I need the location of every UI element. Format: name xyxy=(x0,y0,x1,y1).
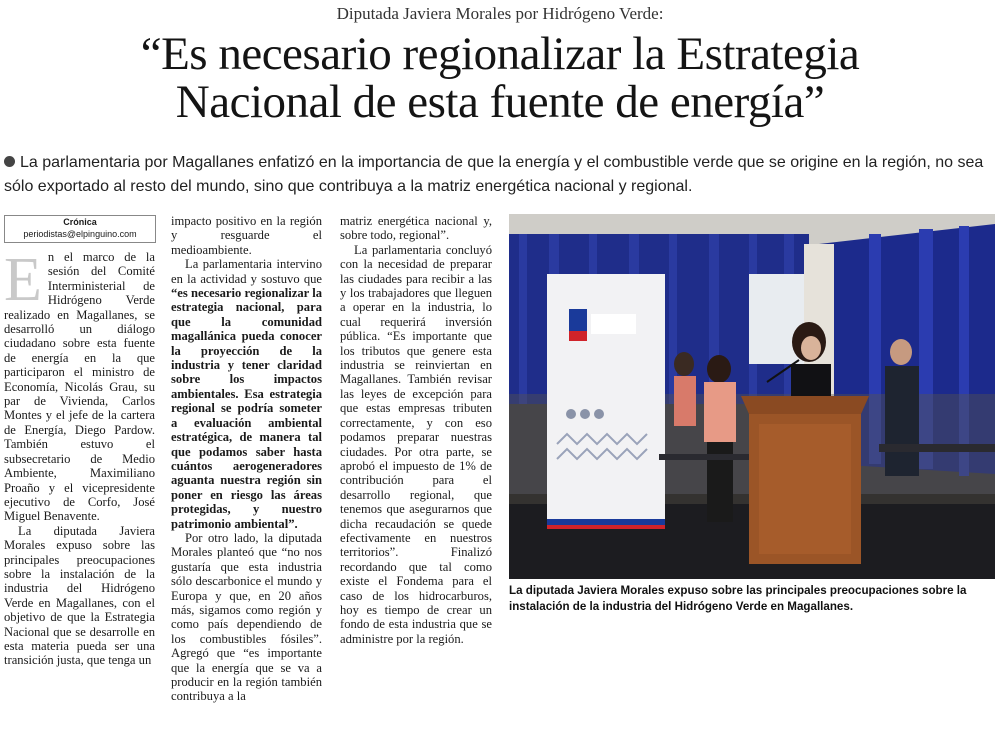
byline-box xyxy=(4,215,156,243)
deck xyxy=(4,151,996,199)
byline-email[interactable]: periodistas@elpinguino.com xyxy=(23,229,137,239)
paragraph: impacto positivo en la región y resguarde el medioambiente. xyxy=(171,214,322,257)
article-column-1 xyxy=(4,246,155,668)
photo-credit: CEDIDA xyxy=(510,712,517,739)
headline xyxy=(0,30,1000,126)
photo-caption: La diputada Javiera Morales expuso sobre las principales preocupaciones sobre la instalación de la industria del Hidrógeno Verde en Magallanes. xyxy=(509,584,967,613)
deck-text: La parlamentaria por Magallanes enfatizó en la importancia de que la energía y el combustible verde que se origine en la región, no sea sólo exportado al resto del mundo, sino que contribuya a la matriz energética nacional y regional. xyxy=(4,154,984,195)
paragraph: La parlamentaria intervino en la actividad y sostuvo que “es necesario regionalizar la estrategia nacional, para que la comunidad magallánica pueda conocer la proyección de la industria y tener claridad sobre los impactos ambientales. Esa estrategia regional se podría someter a evaluación ambiental estratégica, de manera tal que podamos saber hasta cuántos aerogeneradores aguanta nuestra región sin poner en riesgo las áreas protegidas, y nuestro patrimonio ambiental”. xyxy=(171,257,322,531)
paragraph: La diputada Javiera Morales expuso sobre las principales preocupaciones sobre la instalación de la industria del Hidrógeno Verde en Magallanes, con el objetivo de que la Estrategia Nacional que se desarrolle en esta materia pueda ser una transición justa, que tenga un xyxy=(4,523,155,668)
headline-line-2: Nacional de esta fuente de energía” xyxy=(175,76,825,128)
bullet-icon xyxy=(4,156,15,167)
paragraph: Por otro lado, la diputada Morales planteó que “no nos gustaría que esta industria sólo descarbonice el mundo y Europa y que, en 20 años más, sigamos como región y como país dependiendo de los combustibles fósiles”. Agregó que “es importante que la energía que se va a producir en la región también contribuya a la xyxy=(171,530,322,704)
kicker: Diputada Javiera Morales por Hidrógeno Verde: xyxy=(336,4,664,23)
paragraph: La parlamentaria concluyó con la necesidad de preparar las ciudades para recibir a las y los trabajadores que lleguen a operar en la industria, lo cual requerirá inversión pública. “Es importante que los tributos que genere esta industria se reinviertan en Magallanes. También revisar las leyes de excepción para que estas empresas tributen correctamente, y con eso podamos preparar nuestras ciudades. Por otra parte, se aprobó el impuesto de 1% de contribución para el desarrollo regional, que tenemos que asegurarnos que dicha recaudación se quede efectivamente en nuestros territorios”. Finalizó recordando que tal como existe el Fondema para el caso de los hidrocarburos, hoy es tiempo de crear un fondo de esta industria que se administre por la región. xyxy=(340,242,492,646)
event-photo-illustration xyxy=(509,214,995,579)
article-column-2 xyxy=(171,214,322,704)
article-column-3 xyxy=(340,214,492,646)
paragraph: matriz energética nacional y, sobre todo, regional”. xyxy=(340,214,492,243)
headline-line-1: “Es necesario regionalizar la Estrategia xyxy=(140,28,860,80)
byline-section: Crónica xyxy=(63,217,97,227)
dropcap: E xyxy=(4,246,42,314)
paragraph: En el marco de la sesión del Comité Interministerial de Hidrógeno Verde realizado en Magallanes, se desarrolló un diálogo ciudadano sobre esta fuente de energía en la que participaron el ministro de Economía, Nicolás Grau, su par de Vivienda, Carlos Montes y el jefe de la cartera de Energía, Diego Pardow. También estuvo el subsecretario de Medio Ambiente, Maximiliano Proaño y el vicepresidente ejecutivo de Corfo, José Miguel Benavente. xyxy=(4,246,155,524)
